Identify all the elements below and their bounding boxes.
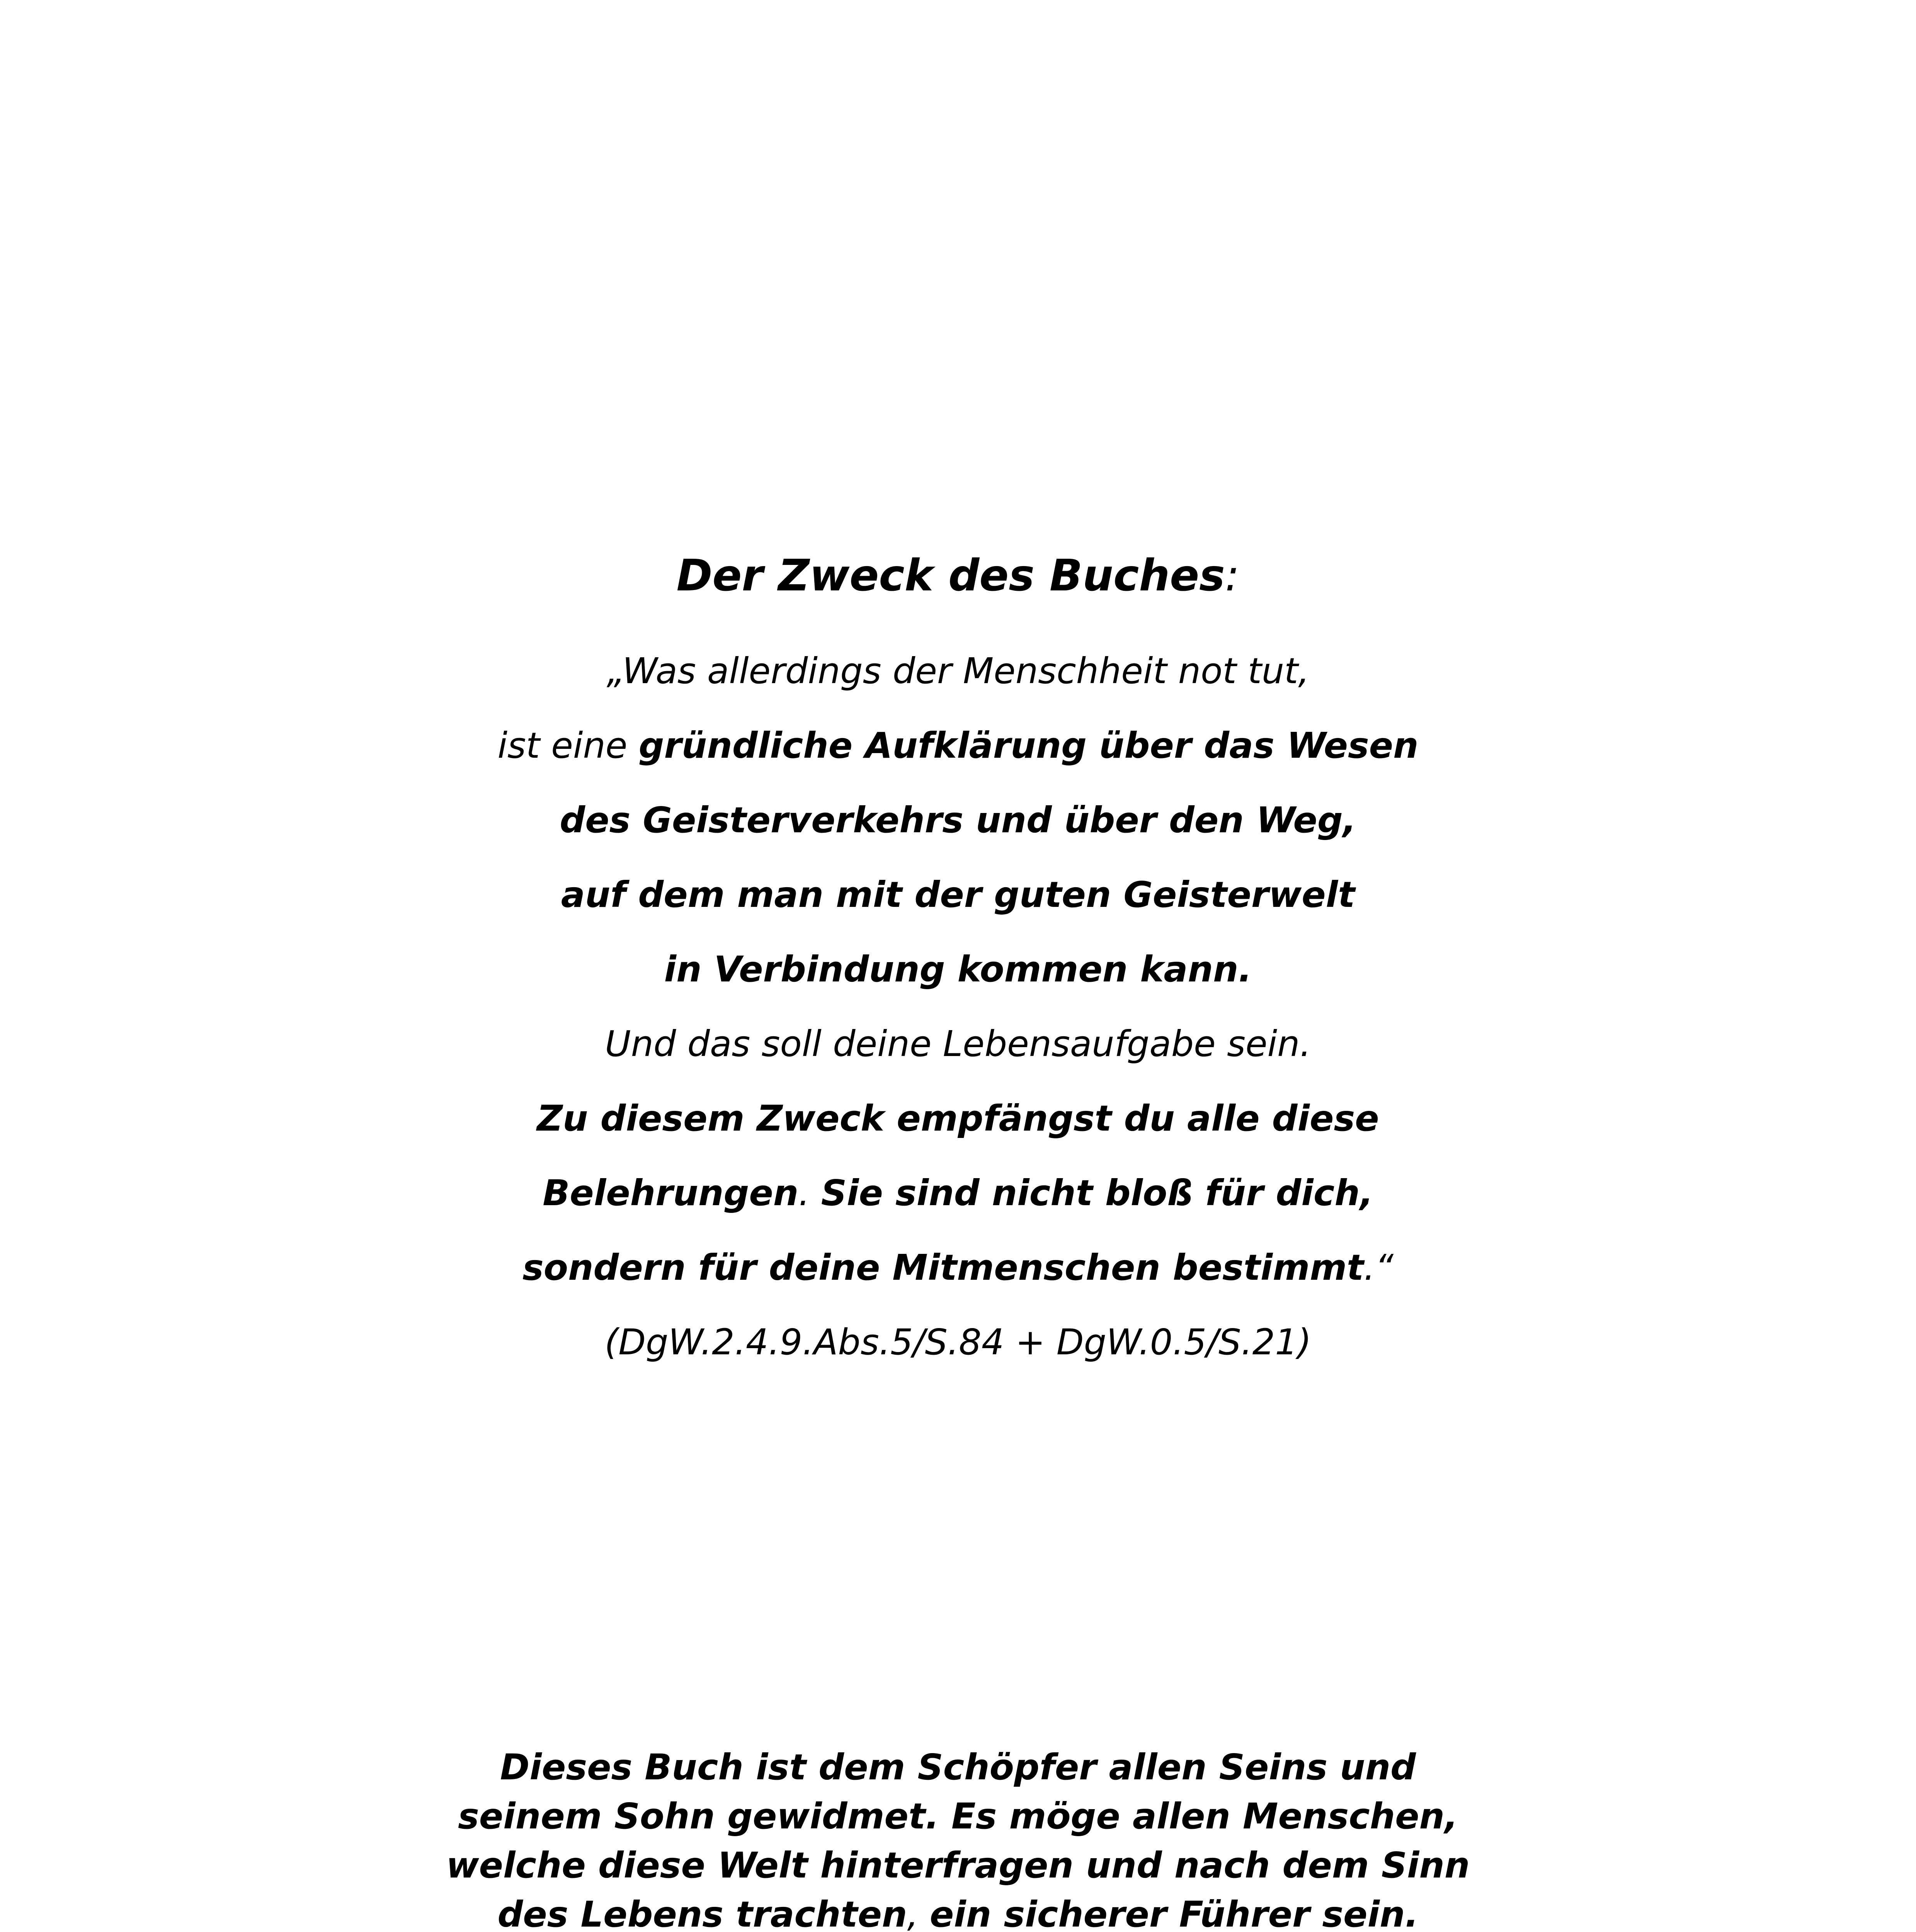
quote-reference: (DgW.2.4.9.Abs.5/S.84 + DgW.0.5/S.21) (604, 1321, 1312, 1363)
purpose-quote (0, 634, 1916, 1379)
quote-line-8-bold-a: Belehrungen (543, 1172, 799, 1214)
quote-line-9-end: .“ (1364, 1247, 1394, 1288)
quote-line-2-start: ist eine (497, 725, 639, 766)
dedication (0, 1743, 1916, 1932)
title-colon: : (1225, 551, 1240, 601)
quote-line-5: in Verbindung kommen kann. (664, 949, 1252, 990)
quote-line-6: Und das soll deine Lebensaufgabe sein. (605, 1023, 1311, 1065)
dedication-line-2: seinem Sohn gewidmet. Es möge allen Menschen, (458, 1796, 1458, 1837)
quote-line-2-bold: gründliche Aufklärung über das Wesen (638, 725, 1419, 766)
quote-line-1: „Was allerdings der Menschheit not tut, (606, 650, 1310, 692)
quote-line-2 (0, 708, 1916, 783)
dedication-line-4-bold-a: des Lebens trachten (497, 1894, 907, 1932)
quote-line-8-period: . (798, 1172, 821, 1214)
quote-line-3: des Geisterverkehrs und über den Weg, (560, 799, 1356, 841)
quote-line-4: auf dem man mit der guten Geisterwelt (561, 874, 1355, 915)
page-title (0, 549, 1916, 603)
quote-line-8 (0, 1156, 1916, 1230)
quote-line-7: Zu diesem Zweck empfängst du alle diese (537, 1098, 1379, 1139)
dedication-line-4-comma: , (907, 1894, 930, 1932)
dedication-line-4-bold-b: ein sicherer Führer sein. (929, 1894, 1419, 1932)
quote-line-9 (0, 1230, 1916, 1305)
quote-line-9-bold: sondern für deine Mitmenschen bestimmt (522, 1247, 1364, 1288)
dedication-line-1: Dieses Buch ist dem Schöpfer allen Seins und (500, 1747, 1416, 1788)
title-text: Der Zweck des Buches (676, 551, 1225, 601)
dedication-line-3: welche diese Welt hinterfragen und nach dem Sinn (446, 1845, 1470, 1886)
quote-line-8-bold-b: Sie sind nicht bloß für dich, (821, 1172, 1373, 1214)
dedication-line-4 (0, 1890, 1916, 1932)
